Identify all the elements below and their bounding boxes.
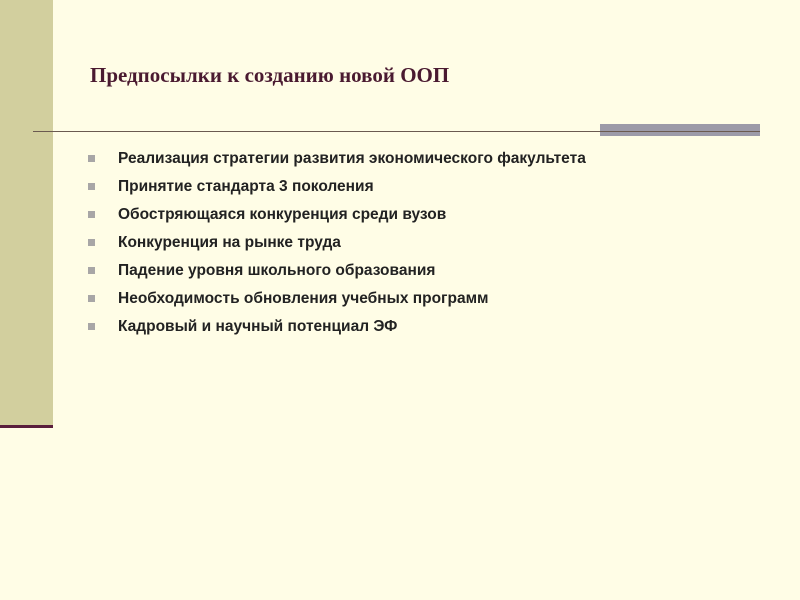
title-divider-accent-line	[600, 131, 760, 132]
square-bullet-icon	[88, 323, 95, 330]
list-item	[88, 313, 586, 341]
bullet-text: Обостряющаяся конкуренция среди вузов	[118, 206, 447, 223]
title-divider	[33, 131, 600, 132]
list-item	[88, 173, 586, 201]
list-item	[88, 145, 586, 173]
side-decor-bar	[0, 0, 53, 425]
bullet-text: Реализация стратегии развития экономического факультета	[118, 150, 586, 167]
list-item	[88, 201, 586, 229]
bullet-text: Конкуренция на рынке труда	[118, 234, 341, 251]
bullet-text: Падение уровня школьного образования	[118, 262, 436, 279]
bullet-list	[88, 145, 586, 341]
square-bullet-icon	[88, 211, 95, 218]
bullet-text: Кадровый и научный потенциал ЭФ	[118, 318, 398, 335]
bullet-text: Необходимость обновления учебных программ	[118, 290, 489, 307]
list-item	[88, 229, 586, 257]
square-bullet-icon	[88, 239, 95, 246]
title-divider-accent	[600, 124, 760, 136]
square-bullet-icon	[88, 295, 95, 302]
list-item	[88, 285, 586, 313]
square-bullet-icon	[88, 267, 95, 274]
slide-title: Предпосылки к созданию новой ООП	[90, 63, 450, 87]
square-bullet-icon	[88, 183, 95, 190]
bullet-text: Принятие стандарта 3 поколения	[118, 178, 374, 195]
list-item	[88, 257, 586, 285]
side-decor-underline	[0, 425, 53, 428]
square-bullet-icon	[88, 155, 95, 162]
